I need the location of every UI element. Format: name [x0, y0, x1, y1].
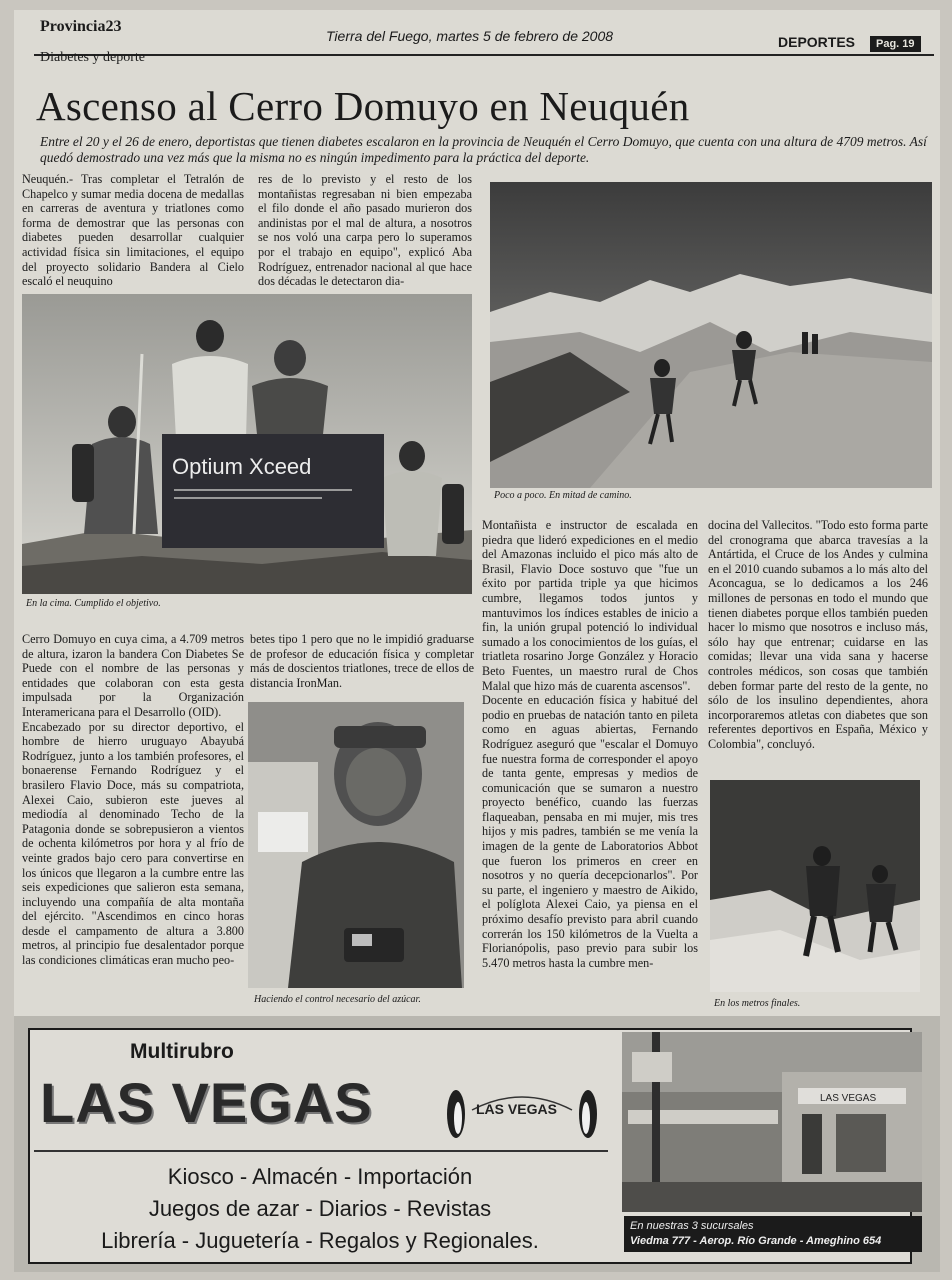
column-2-bottom — [250, 632, 474, 692]
column-4 — [708, 518, 928, 780]
summit-photo-image — [22, 294, 472, 594]
ad-line-2: Juegos de azar - Diarios - Revistas — [148, 1196, 492, 1221]
section-label: DEPORTES — [778, 34, 856, 50]
ad-line-1: Kiosco - Almacén - Importación — [167, 1164, 473, 1189]
column-3 — [482, 518, 698, 1012]
caption-summit: En la cima. Cumplido el objetivo. — [26, 598, 161, 609]
storefront-sign-text: LAS VEGAS — [820, 1093, 877, 1104]
summit-photo — [22, 294, 472, 594]
body-paragraph: Neuquén.- Tras completar el Tetralón de Chapelco y sumar media docena de medallas en carreras de aventura y triatlones como forma de demostrar que las personas con diabetes pueden desarrollar cualquier actividad física sin limitaciones, el equipo del proyecto solidario Bandera al Cielo escaló el neuquino — [22, 172, 244, 288]
penguin-icon — [442, 1074, 602, 1146]
body-paragraph: Docente en educación física y habitué del podio en pruebas de natación tanto en pileta como en aguas abiertas, Fernando Rodríguez aseguró que "escalar el Domuyo fue nuestra forma de corresponder el apoyo de tanta gente, empresas y medios de comunicación que se sumaron a nuestro proyecto benéfico, cuando las fuerzas flaqueaban, pensaba en mi mujer, mis tres hijos y mis padres, también se me venía la imagen de la gente de Laboratorios Abbot que fueron los primeros en creer en nosotros y no quería decepcionarlos". Por su parte, el ingeniero y maestro de Aikido, el políglota Alexei Caio, ya piensa en el próximo desafío previsto para abril cuando correrán los 150 kilómetros de la Vuelta a Florianópolis, paso previo para subir los 5.470 metros hasta la cumbre men- — [482, 693, 698, 970]
mountain-photo — [490, 182, 932, 488]
ad-branches-list: Viedma 777 - Aerop. Río Grande - Ameghino 654 — [630, 1235, 882, 1247]
ad-branches — [624, 1216, 922, 1252]
newspaper-brand: Provincia23 — [40, 18, 122, 35]
body-paragraph: Cerro Domuyo en cuya cima, a 4.709 metros de altura, izaron la bandera Con Diabetes Se Puede con el nombre de las personas y entidades que colaboran con esta gesta impulsada por la Organización Interamericana para el Desarrollo (OID). — [22, 632, 244, 719]
body-paragraph: betes tipo 1 pero que no le impidió graduarse de profesor de educación física y completar más de doscientos triatlones, trece de ellos de distancia IronMan. — [250, 632, 474, 690]
mountain-photo-image — [490, 182, 932, 488]
storefront-photo-image — [622, 1032, 922, 1212]
newspaper-page — [14, 10, 940, 1272]
caption-midway: Poco a poco. En mitad de camino. — [494, 490, 632, 501]
ad-brand-name: LAS VEGAS — [40, 1071, 373, 1134]
body-paragraph: res de lo previsto y el resto de los montañistas regresaban ni bien empezaba el filo donde el año pasado murieron dos andinistas por el mal de altura, a nosotros se nos voló una carpa pero lo superamos por el trabajo en equipo", explicó Aba Rodríguez, entrenador nacional al que hace dos décadas le detectaron dia- — [258, 172, 472, 288]
caption-final: En los metros finales. — [714, 998, 801, 1009]
ad-multirubro: Multirubro — [130, 1040, 234, 1063]
ad-line-3: Librería - Juguetería - Regalos y Regionales. — [101, 1228, 539, 1253]
ad-rule — [34, 1150, 608, 1152]
glucose-photo — [248, 702, 464, 988]
column-1-top — [22, 172, 244, 288]
column-2-top — [258, 172, 472, 288]
body-paragraph: Encabezado por su director deportivo, el hombre de hierro uruguayo Abayubá Rodríguez, junto a los también profesores, el bonaerense Fernando Rodríguez y el brasilero Flavio Doce, más su compatriota, Alexei Caio, subieron este jueves al mediodía al denominado Techo de la Patagonia donde se sobrepusieron a vientos de ochenta kilómetros por hora y al frío de veinte grados bajo cero para convertirse en los únicos que llegaron a la cumbre entre las seis expediciones que salieron esta semana, incluyendo una compañía de alta montaña del ejército. "Ascendimos en cinco horas desde el campamento de altura a 3.800 metros, al principio fue desalentador porque las condiciones climáticas eran mucho peo- — [22, 719, 244, 968]
body-paragraph: Montañista e instructor de escalada en piedra que lideró expediciones en el medio del Amazonas incluido el pico más alto de Brasil, Flavio Doce sostuvo que "fue un éxito por partida triple ya que hicimos cumbre, llegamos todos juntos y mantuvimos los índices estables de inicio a fin, la unión grupal potenció lo individual sumado a los conocimientos de los guías, el triatleta rosarino Jorge González y Horacio Beto Fuentes, un maestro rural de Chos Malal que hizo más de cuarenta ascensos". — [482, 518, 698, 693]
glucose-photo-image — [248, 702, 464, 988]
column-1-bottom — [22, 632, 244, 1008]
final-meters-photo-image — [710, 780, 920, 992]
final-meters-photo — [710, 780, 920, 992]
page-number: Pag. 19 — [870, 36, 921, 52]
storefront-photo — [622, 1032, 922, 1212]
ad-logo-text: LAS VEGAS — [476, 1101, 557, 1117]
article-deck: Entre el 20 y el 26 de enero, deportistas que tienen diabetes escalaron en la provincia de Neuquén el Cerro Domuyo, que cuenta con una altura de 4709 metros. Así quedó demostrado una vez más que la misma no es ningún impedimento para la práctica del deporte. — [40, 134, 927, 165]
issue-date: Tierra del Fuego, martes 5 de febrero de 2008 — [326, 28, 614, 44]
article-kicker: Diabetes y deporte — [40, 50, 145, 65]
article-headline: Ascenso al Cerro Domuyo en Neuquén — [36, 83, 690, 129]
ad-frame — [28, 1028, 912, 1264]
body-paragraph: docina del Vallecitos. "Todo esto forma parte del cronograma que abarca travesías a la Antártida, el Cruce de los Andes y culmina en el 2010 cuando subamos a lo más alto del Aconcagua, se lo dedicamos a los 246 millones de personas en todo el mundo que tienen diabetes porque ellos también pueden hacer lo mismo que nosotros e incluso más, sólo hay que entrenar; cuidarse en las comidas; llevar una vida sana y hacerse controles médicos, son cosas que también deben formar parte del resto de la gente, no sólo de los insulino dependientes, ahora incorporaremos atletas con diabetes que son referentes deportivos en España, México y Colombia", concluyó. — [708, 518, 928, 751]
ad-branches-title: En nuestras 3 sucursales — [630, 1220, 754, 1232]
penguin-logo — [442, 1074, 602, 1146]
advertisement — [14, 1016, 940, 1272]
header-rule — [34, 54, 934, 56]
banner-text: Optium Xceed — [172, 454, 312, 479]
caption-glucose: Haciendo el control necesario del azúcar. — [254, 994, 421, 1005]
